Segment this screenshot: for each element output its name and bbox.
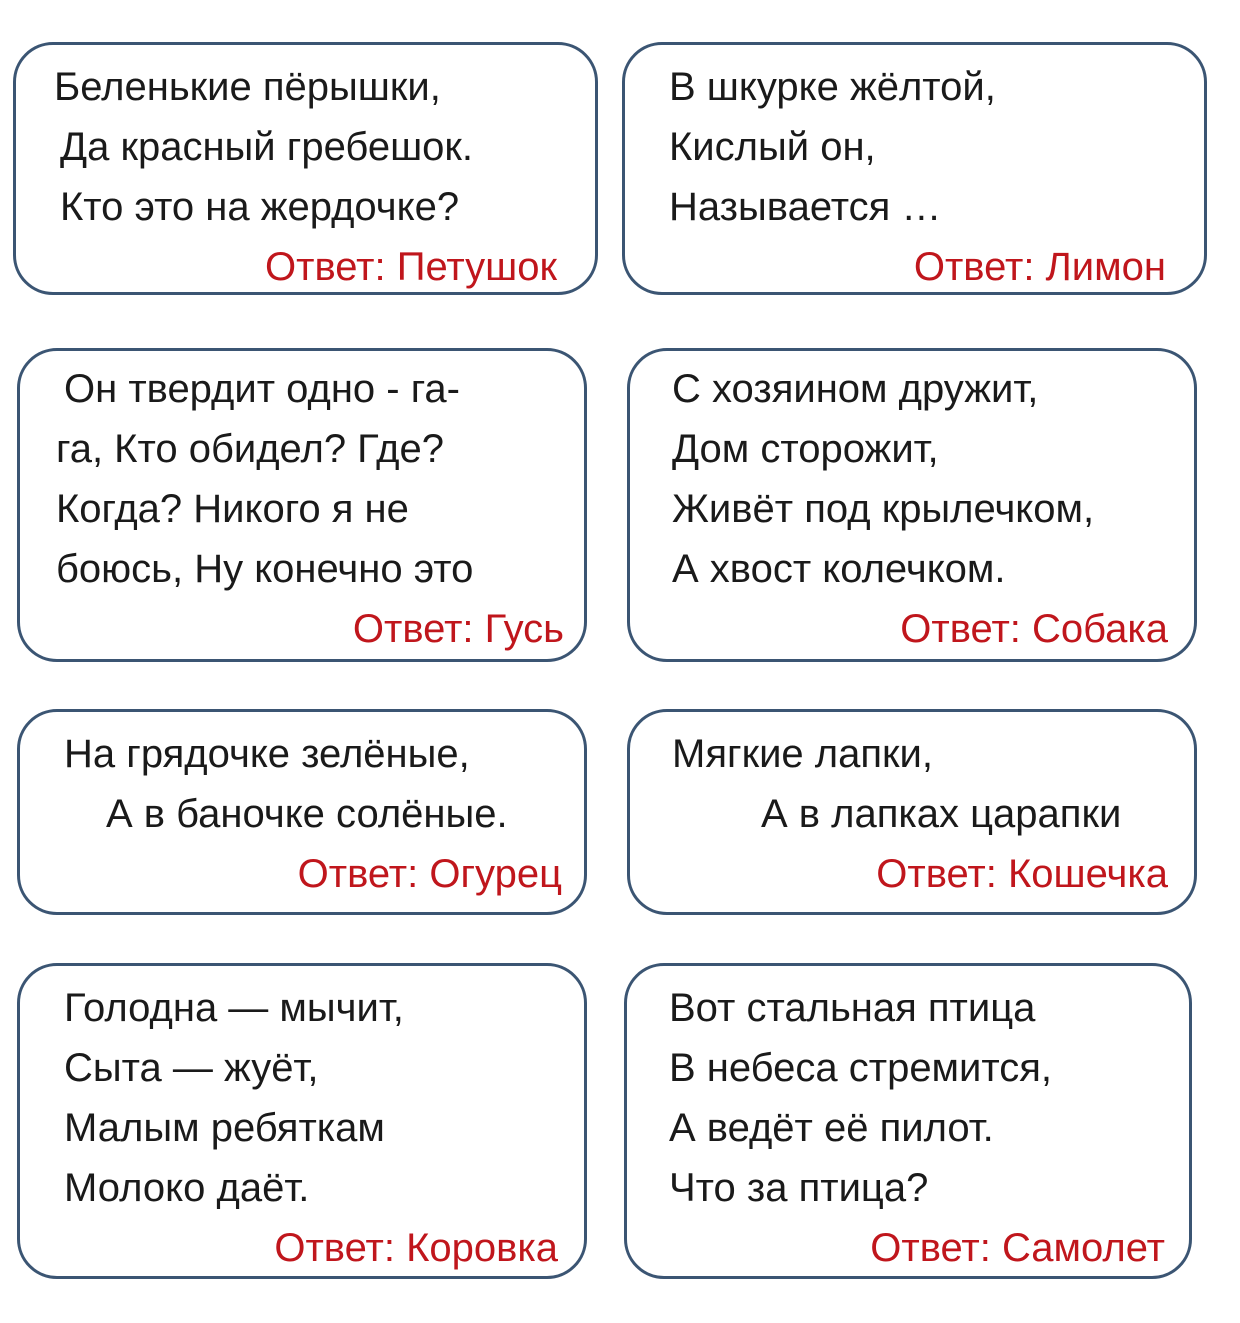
riddle-answer: Ответ: Самолет bbox=[870, 1226, 1165, 1270]
riddle-line: га, Кто обидел? Где? bbox=[56, 427, 444, 471]
riddle-line: А хвост колечком. bbox=[672, 547, 1006, 591]
riddle-card-goose bbox=[17, 348, 587, 662]
riddle-answer: Ответ: Лимон bbox=[913, 245, 1166, 289]
riddle-answer: Ответ: Кошечка bbox=[876, 852, 1168, 896]
riddle-line: Голодна — мычит, bbox=[64, 986, 404, 1030]
riddle-line: Живёт под крылечком, bbox=[672, 487, 1095, 531]
riddle-line: Что за птица? bbox=[669, 1166, 929, 1210]
riddle-answer: Ответ: Огурец bbox=[297, 852, 562, 896]
riddle-line: В шкурке жёлтой, bbox=[669, 65, 996, 109]
riddle-line: Сыта — жуёт, bbox=[64, 1046, 319, 1090]
riddle-card-airplane bbox=[624, 963, 1192, 1279]
riddle-line: Он твердит одно - га- bbox=[64, 367, 460, 411]
riddle-line: Мягкие лапки, bbox=[672, 732, 933, 776]
riddle-card-cucumber bbox=[17, 709, 587, 915]
riddle-line: На грядочке зелёные, bbox=[64, 732, 470, 776]
riddle-card-dog bbox=[627, 348, 1197, 662]
riddle-card-cat bbox=[627, 709, 1197, 915]
riddle-line: Вот стальная птица bbox=[669, 986, 1036, 1030]
riddle-line: Когда? Никого я не bbox=[56, 487, 409, 531]
riddle-line: Беленькие пёрышки, bbox=[54, 65, 441, 109]
riddle-line: Называется … bbox=[669, 185, 942, 229]
riddle-card-rooster bbox=[13, 42, 598, 295]
riddle-line: В небеса стремится, bbox=[669, 1046, 1053, 1090]
riddle-line: Молоко даёт. bbox=[64, 1166, 310, 1210]
riddle-line: С хозяином дружит, bbox=[672, 367, 1039, 411]
riddle-line: Кто это на жердочке? bbox=[60, 185, 460, 229]
riddle-line: боюсь, Ну конечно это bbox=[56, 547, 474, 591]
riddle-card-lemon bbox=[622, 42, 1207, 295]
riddle-line: А в лапках царапки bbox=[761, 792, 1122, 836]
riddle-answer: Ответ: Петушок bbox=[265, 245, 557, 289]
riddle-line: Кислый он, bbox=[669, 125, 876, 169]
riddle-answer: Ответ: Собака bbox=[900, 607, 1168, 651]
riddle-card-cow bbox=[17, 963, 587, 1279]
riddle-line: А ведёт её пилот. bbox=[669, 1106, 994, 1150]
riddle-answer: Ответ: Коровка bbox=[274, 1226, 558, 1270]
riddle-line: А в баночке солёные. bbox=[106, 792, 508, 836]
riddle-line: Дом сторожит, bbox=[672, 427, 939, 471]
riddle-line: Да красный гребешок. bbox=[60, 125, 474, 169]
riddle-line: Малым ребяткам bbox=[64, 1106, 385, 1150]
riddle-answer: Ответ: Гусь bbox=[352, 607, 564, 651]
